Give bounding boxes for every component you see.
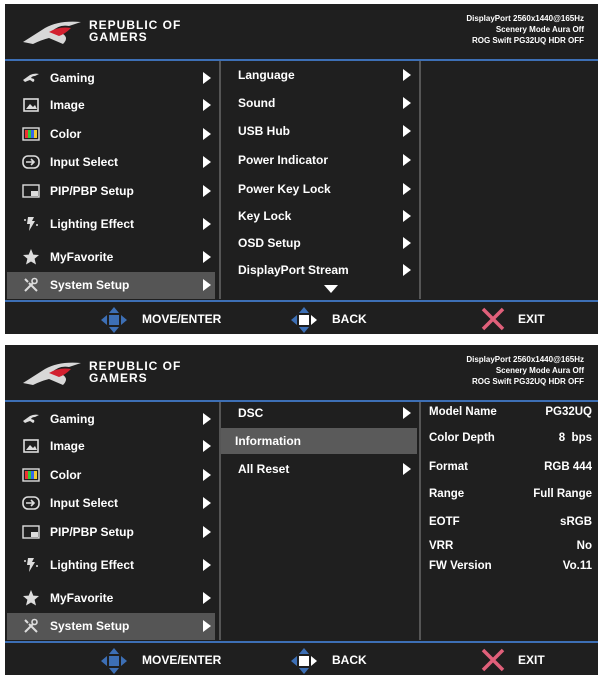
submenu-item-dsc[interactable] [221,402,417,424]
close-icon [480,306,506,332]
status-info [466,13,584,46]
chevron-right-icon [203,279,211,291]
osd-header [5,345,598,402]
submenu-item-sound[interactable] [221,92,417,114]
info-key: Model Name [429,406,497,418]
chevron-right-icon [403,264,411,276]
chevron-right-icon [203,469,211,481]
submenu-item-information[interactable] [221,428,417,454]
status-line-3: ROG Swift PG32UQ HDR OFF [471,377,584,386]
menu-item-label: Image [50,98,85,112]
chevron-right-icon [403,69,411,81]
menu-item-label: PIP/PBP Setup [50,184,134,198]
osd-header [5,4,598,61]
menu-item-label: Color [50,127,82,141]
menu-item-label: Color [50,468,82,482]
chevron-right-icon [203,413,211,425]
lighting-icon [22,556,40,574]
menu-item-color[interactable] [7,462,215,489]
chevron-right-icon [203,99,211,111]
status-line-1: DisplayPort 2560x1440@165Hz [466,355,584,364]
menu-item-label: Image [50,439,85,453]
rog-eye-icon [22,69,40,87]
info-value: Vo.11 [562,560,592,572]
joystick-move-icon [100,647,128,675]
chevron-right-icon [403,125,411,137]
brand-line-2: GAMERS [89,371,148,385]
submenu-item-label: All Reset [238,462,290,476]
submenu-item-label: DSC [238,406,264,420]
submenu-item-label: OSD Setup [238,236,301,250]
info-key: EOTF [429,516,460,528]
info-row-color-depth [429,432,592,448]
back-button[interactable] [290,643,380,677]
chevron-right-icon [403,407,411,419]
status-line-1: DisplayPort 2560x1440@165Hz [466,14,584,23]
chevron-right-icon [203,218,211,230]
exit-button[interactable] [480,302,570,336]
menu-item-myfavorite[interactable] [7,585,215,612]
info-value: RGB 444 [544,461,592,473]
scroll-down-icon[interactable] [324,285,338,293]
status-line-3: ROG Swift PG32UQ HDR OFF [471,36,584,45]
menu-item-pip-pbp-setup[interactable] [7,178,215,205]
tools-icon [22,276,40,294]
info-row-vrr [429,540,592,556]
menu-item-label: Input Select [50,496,119,510]
menu-item-input-select[interactable] [7,490,215,517]
chevron-right-icon [203,559,211,571]
info-key: Format [429,461,468,473]
submenu-item-key-lock[interactable] [221,205,417,227]
menu-item-image[interactable] [7,433,215,460]
chevron-right-icon [203,592,211,604]
input-select-icon [22,153,40,171]
pip-icon [22,523,40,541]
menu-item-label: Gaming [50,71,95,85]
osd-panel-system-setup [5,4,598,334]
menu-item-system-setup[interactable] [7,613,215,640]
status-info [466,354,584,387]
exit-button[interactable] [480,643,570,677]
chevron-right-icon [203,72,211,84]
rog-eye-icon [22,410,40,428]
back-label: BACK [332,312,367,326]
submenu-item-power-key-lock[interactable] [221,178,417,200]
info-row-format [429,461,592,477]
menu-item-label: MyFavorite [50,591,114,605]
osd-panel-information [5,345,598,675]
info-row-range [429,488,592,504]
move-enter-label: MOVE/ENTER [142,312,222,326]
rog-logo-icon [19,12,89,52]
color-icon [22,466,40,484]
move-enter-button[interactable] [100,643,230,677]
chevron-right-icon [203,440,211,452]
submenu-item-label: DisplayPort Stream [238,263,349,277]
submenu-item-displayport-stream[interactable] [221,259,417,281]
submenu-item-power-indicator[interactable] [221,149,417,171]
info-key: VRR [429,540,454,552]
menu-item-color[interactable] [7,121,215,148]
submenu-item-label: Sound [238,96,276,110]
osd-footer [5,641,598,677]
submenu-item-label: Language [238,68,295,82]
brand-line-1: REPUBLIC OF [89,359,182,373]
close-icon [480,647,506,673]
chevron-right-icon [403,210,411,222]
info-value: Full Range [533,488,592,500]
brand-line-2: GAMERS [89,30,148,44]
submenu-item-label: Key Lock [238,209,292,223]
osd-footer [5,300,598,336]
info-key: Range [429,488,465,500]
main-menu [5,61,217,299]
chevron-right-icon [403,183,411,195]
joystick-back-icon [290,647,318,675]
move-enter-button[interactable] [100,302,230,336]
input-select-icon [22,494,40,512]
chevron-right-icon [203,156,211,168]
chevron-right-icon [203,497,211,509]
menu-item-image[interactable] [7,92,215,119]
menu-item-input-select[interactable] [7,149,215,176]
star-icon [22,589,40,607]
menu-item-label: Lighting Effect [50,558,134,572]
menu-item-label: Input Select [50,155,119,169]
chevron-right-icon [403,154,411,166]
information-pane [419,402,600,640]
main-menu [5,402,217,640]
info-value: 8 bps [558,432,592,444]
image-icon [22,96,40,114]
chevron-right-icon [403,463,411,475]
submenu-item-label: Power Indicator [238,153,329,167]
menu-item-system-setup[interactable] [7,272,215,299]
menu-item-label: Gaming [50,412,95,426]
submenu [219,402,419,640]
menu-item-label: Lighting Effect [50,217,134,231]
joystick-move-icon [100,306,128,334]
menu-item-lighting-effect[interactable] [7,211,215,238]
menu-item-label: MyFavorite [50,250,114,264]
joystick-back-icon [290,306,318,334]
chevron-right-icon [203,251,211,263]
menu-item-label: System Setup [50,278,130,292]
info-row-fw-version [429,560,592,576]
chevron-right-icon [203,526,211,538]
info-key: Color Depth [429,432,495,444]
info-key: FW Version [429,560,492,572]
info-value: No [576,540,592,552]
submenu [219,61,419,299]
menu-item-gaming[interactable] [7,65,215,92]
rog-logo-icon [19,353,89,393]
detail-pane [419,61,600,299]
submenu-item-language[interactable] [221,64,417,86]
submenu-item-label: Information [235,434,301,448]
info-row-eotf [429,516,592,532]
submenu-item-osd-setup[interactable] [221,232,417,254]
info-row-model-name [429,406,592,422]
submenu-item-label: Power Key Lock [238,182,331,196]
pip-icon [22,182,40,200]
submenu-item-usb-hub[interactable] [221,120,417,142]
chevron-right-icon [403,97,411,109]
tools-icon [22,617,40,635]
info-value: sRGB [560,516,592,528]
brand-text [89,19,181,43]
menu-item-lighting-effect[interactable] [7,552,215,579]
star-icon [22,248,40,266]
menu-item-gaming[interactable] [7,406,215,433]
back-label: BACK [332,653,367,667]
submenu-item-all-reset[interactable] [221,458,417,480]
menu-item-label: System Setup [50,619,130,633]
submenu-item-label: USB Hub [238,124,290,138]
status-line-2: Scenery Mode Aura Off [495,366,584,375]
exit-label: EXIT [518,653,545,667]
brand-line-1: REPUBLIC OF [89,18,182,32]
image-icon [22,437,40,455]
chevron-right-icon [203,128,211,140]
back-button[interactable] [290,302,380,336]
chevron-right-icon [203,620,211,632]
move-enter-label: MOVE/ENTER [142,653,222,667]
menu-item-myfavorite[interactable] [7,244,215,271]
chevron-right-icon [203,185,211,197]
menu-item-label: PIP/PBP Setup [50,525,134,539]
menu-item-pip-pbp-setup[interactable] [7,519,215,546]
status-line-2: Scenery Mode Aura Off [495,25,584,34]
brand-text [89,360,181,384]
color-icon [22,125,40,143]
exit-label: EXIT [518,312,545,326]
chevron-right-icon [403,237,411,249]
lighting-icon [22,215,40,233]
info-value: PG32UQ [545,406,592,418]
